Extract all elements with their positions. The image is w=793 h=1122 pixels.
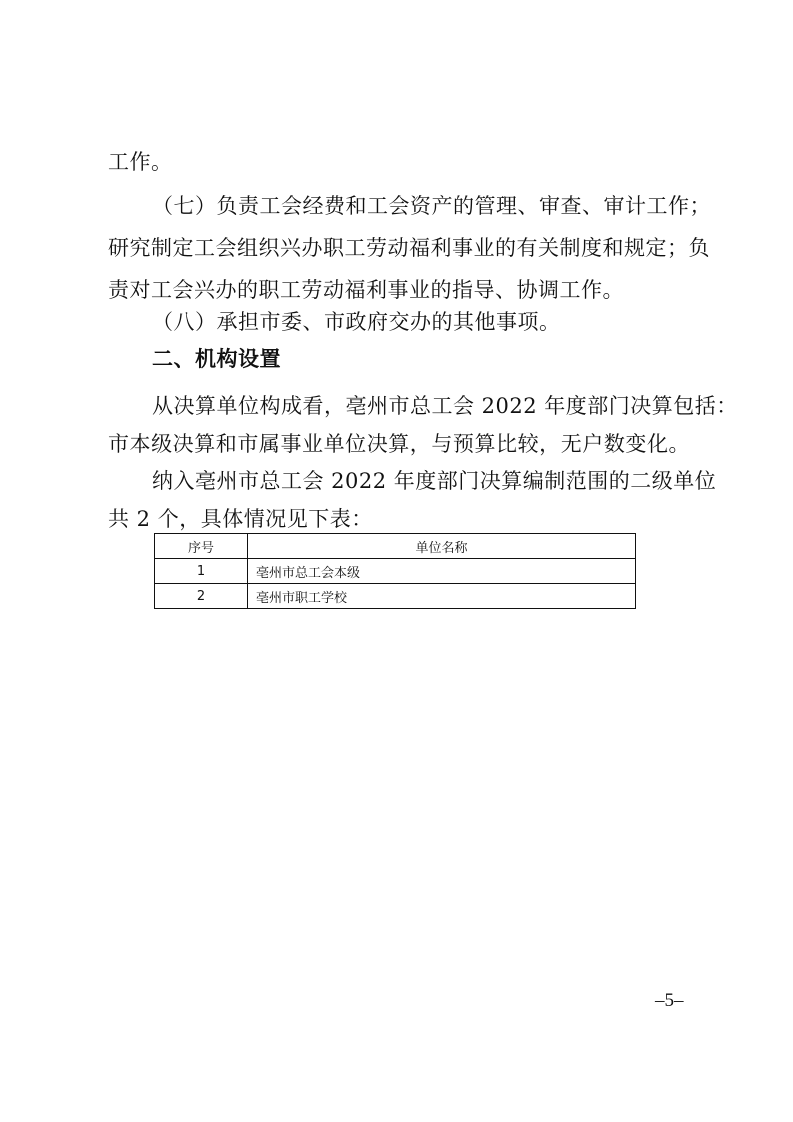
page-number: –5– — [655, 990, 684, 1011]
table-cell-name: 亳州市职工学校 — [248, 584, 636, 609]
column-header-no: 序号 — [155, 534, 248, 559]
units-table — [154, 533, 636, 609]
column-header-name: 单位名称 — [248, 534, 636, 559]
table-cell-name: 亳州市总工会本级 — [248, 559, 636, 584]
paragraph-line: 市本级决算和市属事业单位决算，与预算比较，无户数变化。 — [108, 432, 690, 456]
table-cell-no: 1 — [155, 559, 248, 584]
table-cell-no: 2 — [155, 584, 248, 609]
paragraph-line: 共 2 个，具体情况见下表： — [108, 507, 373, 531]
paragraph-line: 责对工会兴办的职工劳动福利事业的指导、协调工作。 — [108, 278, 624, 302]
table-row — [155, 584, 636, 609]
section-heading: 二、机构设置 — [152, 347, 281, 371]
paragraph-line: 研究制定工会组织兴办职工劳动福利事业的有关制度和规定；负 — [108, 236, 710, 260]
paragraph-line: （七）负责工会经费和工会资产的管理、审查、审计工作； — [152, 194, 711, 218]
table-header-row — [155, 534, 636, 559]
paragraph-line: 工作。 — [108, 150, 173, 174]
paragraph-line: 从决算单位构成看，亳州市总工会 2022 年度部门决算包括： — [152, 394, 738, 418]
paragraph-line: （八）承担市委、市政府交办的其他事项。 — [152, 310, 561, 334]
paragraph-line: 纳入亳州市总工会 2022 年度部门决算编制范围的二级单位 — [152, 469, 717, 493]
table-row — [155, 559, 636, 584]
